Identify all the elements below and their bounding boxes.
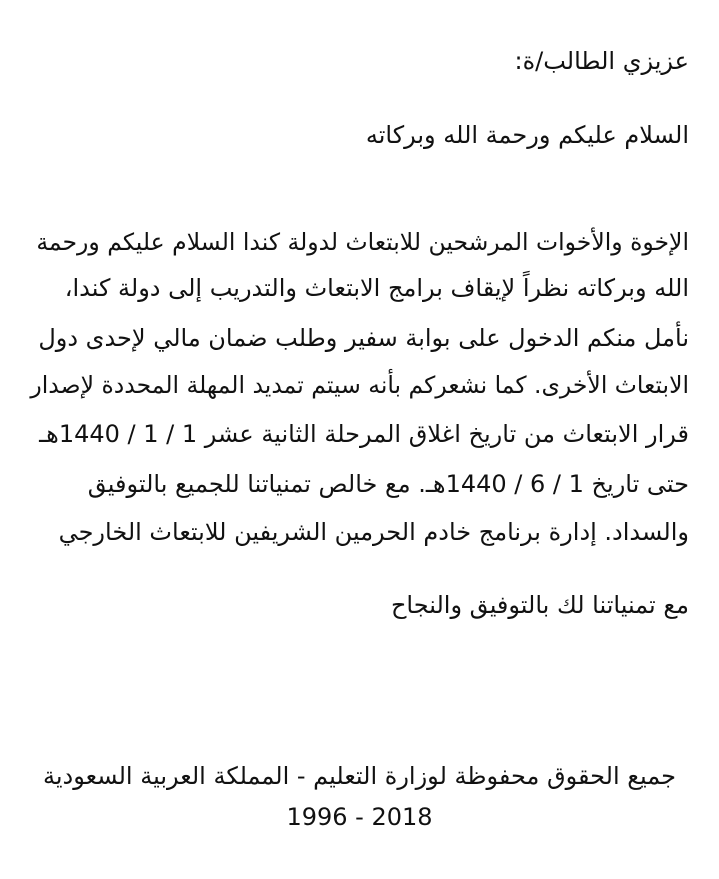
body-line: الابتعاث الأخرى. كما نشعركم بأنه سيتم تمديد المهلة المحددة لإصدار	[30, 371, 689, 399]
body-line: قرار الابتعاث من تاريخ اغلاق المرحلة الثانية عشر 1 / 1 / 1440هـ	[39, 420, 689, 448]
body-line: والسداد. إدارة برنامج خادم الحرمين الشريفين للابتعاث الخارجي	[58, 518, 689, 546]
body-line: نأمل منكم الدخول على بوابة سفير وطلب ضمان مالي لإحدى دول	[38, 324, 689, 352]
body-line: الإخوة والأخوات المرشحين للابتعاث لدولة كندا السلام عليكم ورحمة	[36, 228, 689, 256]
greeting: السلام عليكم ورحمة الله وبركاته	[365, 121, 689, 149]
body-line: حتى تاريخ 1 / 6 / 1440هـ. مع خالص تمنياتنا للجميع بالتوفيق	[87, 470, 689, 498]
salutation: عزيزي الطالب/ة:	[514, 47, 689, 75]
copyright-notice: جميع الحقوق محفوظة لوزارة التعليم - المملكة العربية السعودية	[43, 762, 676, 790]
body-line: الله وبركاته نظراً لإيقاف برامج الابتعاث والتدريب إلى دولة كندا،	[64, 274, 689, 302]
closing: مع تمنياتنا لك بالتوفيق والنجاح	[390, 591, 689, 619]
copyright-years: 1996 - 2018	[286, 803, 433, 831]
